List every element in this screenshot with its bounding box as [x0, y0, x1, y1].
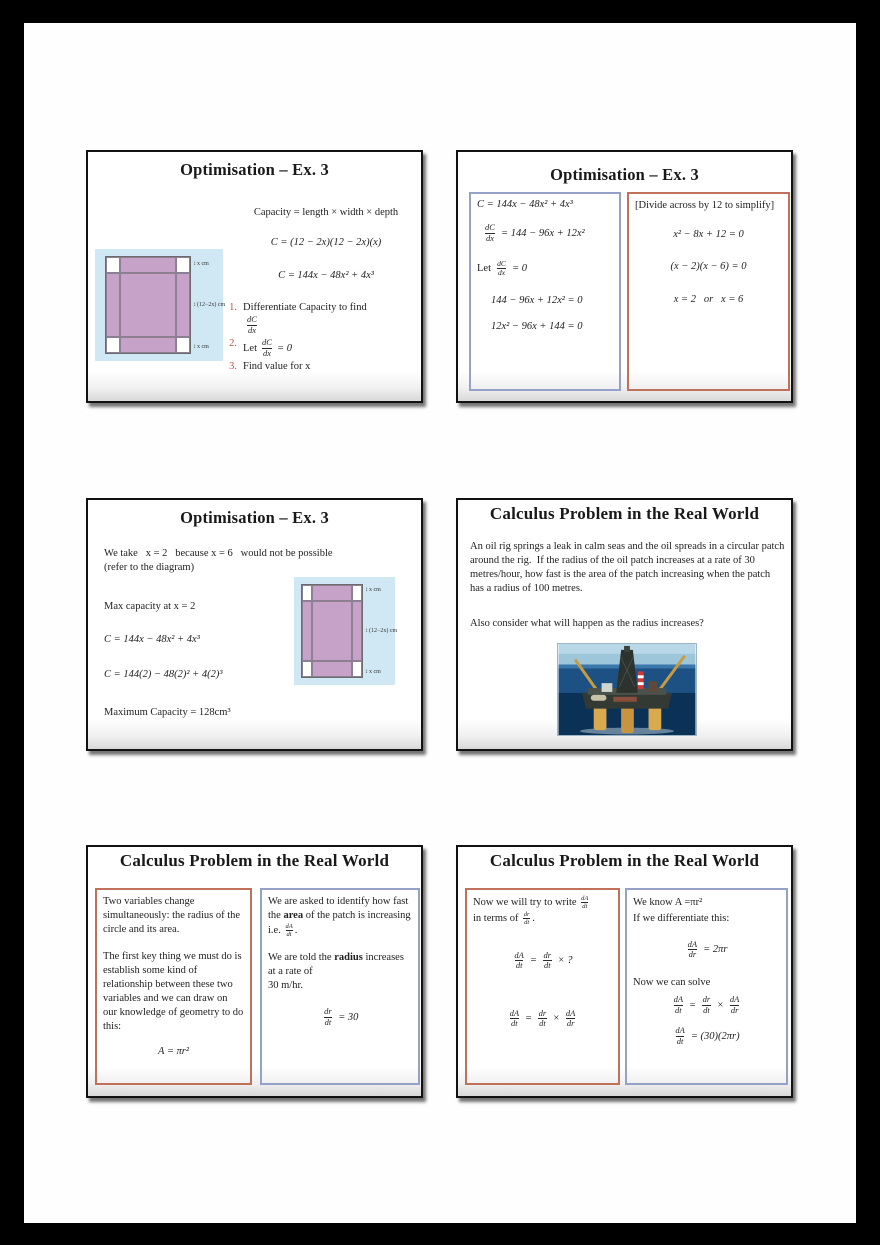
box-net-square — [105, 256, 191, 354]
equation-capacity-expanded: C = 144x − 48x² + 4x³ — [278, 270, 374, 281]
fraction-dA-dr: $\frac{dA}{dr}$ — [729, 994, 740, 1015]
solve-box — [625, 888, 788, 1085]
list-item-2 — [226, 338, 424, 358]
step-text: Let — [243, 342, 257, 354]
fraction-dA-dr: $\frac{dA}{dr}$ — [565, 1007, 576, 1029]
fraction-dC-dx: $\frac{dC}{dx}$ — [262, 337, 272, 358]
fraction-dr-dt: $\frac{dr}{dt}$ — [523, 910, 530, 927]
step-text: Differentiate Capacity to find — [243, 302, 367, 313]
slide-title: Optimisation – Ex. 3 — [550, 165, 699, 184]
equation: 144 − 96x + 12x² = 0 — [491, 294, 583, 306]
fraction-dr-dt: $\frac{dr}{dt}$ — [538, 1007, 547, 1029]
equation-substituted: C = 144(2) − 48(2)² + 4(2)³ — [104, 669, 223, 680]
equation-capacity-factored: C = (12 − 2x)(12 − 2x)(x) — [270, 237, 382, 248]
arrow-icon: ↕ — [365, 627, 368, 634]
list-number: 3. — [229, 361, 237, 373]
equation-chain-rule: $\frac{dA}{dt}$ = $\frac{dr}{dt}$ × $\frac{dA}{dr}$ — [673, 994, 740, 1015]
chain-rule-box — [465, 888, 620, 1085]
slide-title: Calculus Problem in the Real World — [489, 504, 760, 523]
fraction-dA-dt: $\frac{dA}{dt}$ — [285, 922, 293, 939]
equation-roots: x = 2 or x = 6 — [673, 293, 744, 305]
equation-chain-rule: $\frac{dA}{dt}$ = $\frac{dr}{dt}$ × $\frac{dA}{dr}$ — [509, 1007, 576, 1029]
equation-quadratic: x² − 8x + 12 = 0 — [673, 228, 744, 240]
corner-cutout — [352, 661, 362, 677]
box-net-diagram — [95, 249, 226, 361]
paragraph-two-variables: Two variables change simultaneously: the radius of the circle and its area. — [103, 896, 241, 935]
corner-cutout — [176, 337, 190, 353]
fraction-dA-dt: $\frac{dA}{dt}$ — [514, 949, 524, 971]
arrow-icon: ↕ — [193, 260, 196, 267]
paragraph-write-dAdt: Now we will try to write $\frac{dA}{dt}$ in terms of $\frac{dr}{dt}$ . — [473, 895, 589, 927]
paragraph-area-rate: We are asked to identify how fast the area of the patch is increasing i.e. $\frac{dA}{dt}$ . — [268, 896, 411, 939]
bold-radius: radius — [334, 952, 363, 964]
arrow-icon: ↕ — [193, 302, 196, 308]
equation-dr-dt: $\frac{dr}{dt}$ = 30 — [324, 1006, 359, 1027]
equation-area-formula: A = πr² — [157, 1045, 190, 1057]
corner-cutout — [302, 585, 312, 601]
steps-list — [226, 302, 424, 375]
paragraph-relationship: The first key thing we must do is establish some kind of relationship between these two variables and we can draw on our knowledge of geometry to do this: — [103, 950, 244, 1032]
handout-page — [24, 23, 856, 1223]
note-divide-by-12: [Divide across by 12 to simplify] — [635, 200, 775, 211]
slide-title: Optimisation – Ex. 3 — [180, 160, 329, 179]
paragraph-we-know: We know A =πr² — [633, 897, 703, 908]
equation-chain-question: $\frac{dA}{dt}$ = $\frac{dr}{dt}$ × ? — [514, 949, 573, 971]
box-net-diagram — [294, 577, 398, 685]
capacity-definition: Capacity = length × width × depth — [253, 207, 399, 218]
fraction-dA-dt: $\frac{dA}{dt}$ — [675, 1025, 685, 1046]
step-text: Find value for x — [243, 361, 311, 373]
bold-area: area — [283, 909, 304, 921]
dimension-label-middle: (12−2x) cm — [197, 302, 226, 308]
list-number: 2. — [229, 338, 237, 350]
arrow-icon: ↕ — [365, 587, 368, 594]
fraction-dA-dt: $\frac{dA}{dt}$ — [581, 895, 589, 911]
dimension-label-bottom: x cm — [197, 343, 209, 350]
corner-cutout — [352, 585, 362, 601]
problem-extension: Also consider what will happen as the radius increases? — [470, 618, 704, 629]
slide-5-variables-setup — [86, 845, 423, 1098]
list-number: 1. — [229, 302, 237, 313]
arrow-icon: ↕ — [193, 343, 196, 350]
paragraph-differentiate: If we differentiate this: — [633, 912, 730, 924]
slide-title: Optimisation – Ex. 3 — [180, 508, 329, 527]
fraction-dC-dx: $\frac{dC}{dx}$ — [497, 259, 506, 278]
equation: C = 144x − 48x² + 4x³ — [477, 199, 573, 210]
oil-rig-photo — [557, 643, 697, 736]
derivative-work-box — [469, 192, 621, 391]
paragraph-radius-rate: We are told the radius increases at a rate of 30 m/hr. — [268, 952, 404, 992]
dimension-label-top: x cm — [197, 260, 209, 267]
equation: C = 144x − 48x² + 4x³ — [104, 634, 200, 645]
maximum-capacity-result: Maximum Capacity = 128cm³ — [104, 707, 231, 718]
max-capacity-statement: Max capacity at x = 2 — [104, 601, 196, 612]
slide-3-optimisation-answer — [86, 498, 423, 751]
dimension-label-top: x cm — [369, 587, 381, 594]
fraction-dC-dx: $\frac{dC}{dx}$ — [485, 222, 495, 243]
list-item-3 — [226, 361, 424, 372]
equation-derivative: $\frac{dC}{dx}$ = 144 − 96x + 12x² — [485, 222, 585, 243]
fraction-dA-dr: $\frac{dA}{dr}$ — [687, 938, 698, 960]
fraction-dr-dt: $\frac{dr}{dt}$ — [324, 1006, 332, 1027]
slide-6-chain-rule — [456, 845, 793, 1098]
solving-box — [627, 192, 790, 391]
equation-tail: = 0 — [277, 342, 292, 354]
equation-dA-dr: $\frac{dA}{dr}$ = 2πr — [687, 938, 728, 960]
fraction-dC-dx: dC dx — [247, 314, 257, 335]
dimension-labels — [191, 255, 225, 355]
fraction-dA-dt: $\frac{dA}{dt}$ — [673, 994, 684, 1015]
list-item-1 — [226, 302, 424, 335]
equation-let-zero: Let $\frac{dC}{dx}$ = 0 — [477, 259, 528, 278]
dimension-label-bottom: x cm — [369, 668, 381, 675]
corner-cutout — [302, 661, 312, 677]
slide-title: Calculus Problem in the Real World — [489, 851, 760, 870]
rates-box — [260, 888, 420, 1085]
paragraph-now-solve: Now we can solve — [633, 976, 711, 988]
corner-cutout — [106, 257, 120, 273]
problem-statement: An oil rig springs a leak in calm seas and the oil spreads in a circular patch around the rig. If the radius of the oil patch increases at a rate of 30 metres/hour, how fast is the area of the patch increasing when the patch has a radius of 100 metres. — [470, 541, 785, 595]
slide-2-optimisation-solution — [456, 150, 793, 403]
reasoning-paragraph: We take x = 2 because x = 6 would not be possible (refer to the diagram) — [104, 548, 333, 574]
box-net-square — [301, 584, 363, 678]
slide-4-oil-rig-problem — [456, 498, 793, 751]
slide-title: Calculus Problem in the Real World — [119, 851, 390, 870]
variables-box — [95, 888, 252, 1085]
fraction-dA-dt: $\frac{dA}{dt}$ — [509, 1007, 520, 1029]
fraction-dr-dt: $\frac{dr}{dt}$ — [543, 949, 552, 971]
equation-final: $\frac{dA}{dt}$ = (30)(2πr) — [675, 1025, 740, 1046]
corner-cutout — [176, 257, 190, 273]
arrow-icon: ↕ — [365, 668, 368, 675]
corner-cutout — [106, 337, 120, 353]
fraction-dr-dt: $\frac{dr}{dt}$ — [702, 994, 711, 1015]
slide-1-optimisation — [86, 150, 423, 403]
equation: 12x² − 96x + 144 = 0 — [491, 320, 583, 332]
dimension-label-middle: (12−2x) cm — [369, 627, 398, 634]
equation-factored: (x − 2)(x − 6) = 0 — [670, 260, 747, 272]
dimension-labels — [363, 582, 397, 680]
